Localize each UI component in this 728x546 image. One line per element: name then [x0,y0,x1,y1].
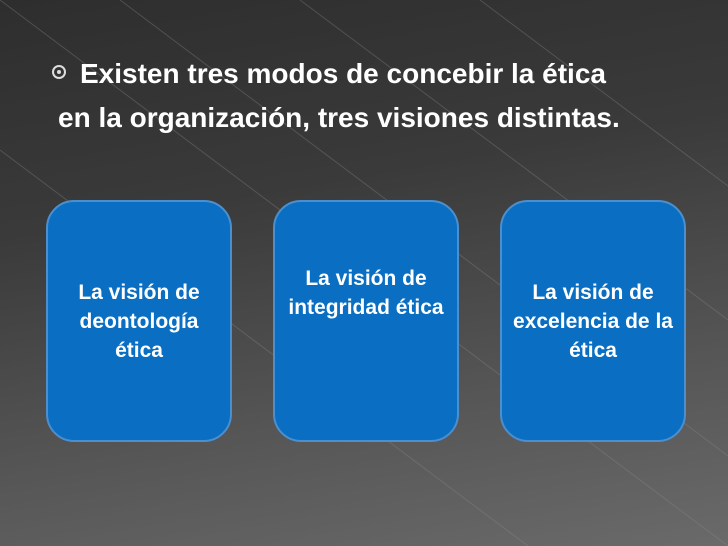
bullet-text-block [52,52,692,140]
circle-dot-bullet-icon [52,65,66,79]
bullet-line-2: en la organización, tres visiones distintas. [58,102,620,133]
vision-box-deontologia [46,200,232,442]
bullet-line-1: Existen tres modos de concebir la ética [80,58,606,89]
vision-box-label: La visión de deontología ética [78,280,200,362]
vision-box-label: La visión de integridad ética [288,267,444,319]
vision-box-label: La visión de excelencia de la ética [513,280,673,362]
vision-box-integridad [273,200,459,442]
vision-box-excelencia [500,200,686,442]
